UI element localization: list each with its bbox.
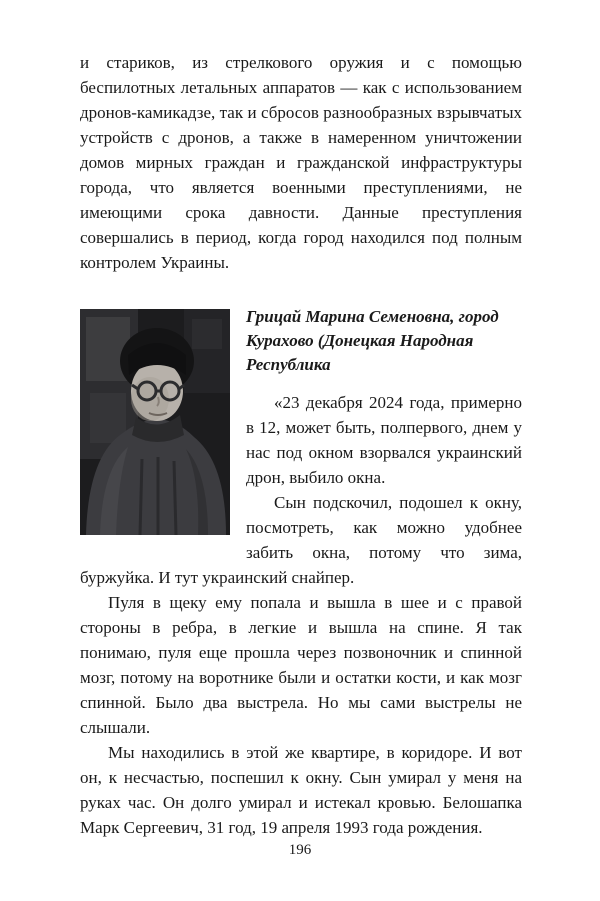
quote-paragraph-4: Мы находились в этой же квартире, в коридоре. И вот он, к несчастью, поспешил к окну. Сын умирал у меня на руках час. Он долго умирал и истекал кровью. Белошапка Марк Сергеевич, 31 год, 19 апреля 1993 года рождения. [80,743,522,837]
interview-section [80,305,522,840]
quote-paragraph-2: Сын подскочил, подошел к окну, посмотреть, как можно удобнее забить окна, потому что зима, буржуйка. И тут украинский снайпер. [80,493,522,587]
quote-paragraph-1: «23 декабря 2024 года, примерно в 12, может быть, полпервого, днем у нас под окном взорвался украинский дрон, выбило окна. [246,393,522,487]
portrait-photo-art [80,309,230,535]
portrait-photo [80,309,230,535]
page-number: 196 [288,842,312,858]
photo-caption: Грицай Марина Семеновна, город Курахово (Донецкая Народная Республика [246,307,499,374]
paragraph-continuation: и стариков, из стрелкового оружия и с помощью беспилотных летальных аппаратов — как с использованием дронов-камикадзе, так и сбросов разнообразных взрывчатых устройств с дронов, а также в намеренном уничтожении домов мирных граждан и гражданской инфраструктуры города, что является военными преступлениями, не имеющими срока давности. Данные преступления совершались в период, когда город находился под полным контролем Украины. [80,53,522,272]
quote-paragraph-3: Пуля в щеку ему попала и вышла в шее и с правой стороны в ребра, в легкие и вышла на спине. Я так понимаю, пуля еще прошла через позвоночник и спинной мозг, потому на воротнике были и остатки кости, и как мозг спинной. Было два выстрела. Но мы сами выстрелы не слышали. [80,593,522,737]
